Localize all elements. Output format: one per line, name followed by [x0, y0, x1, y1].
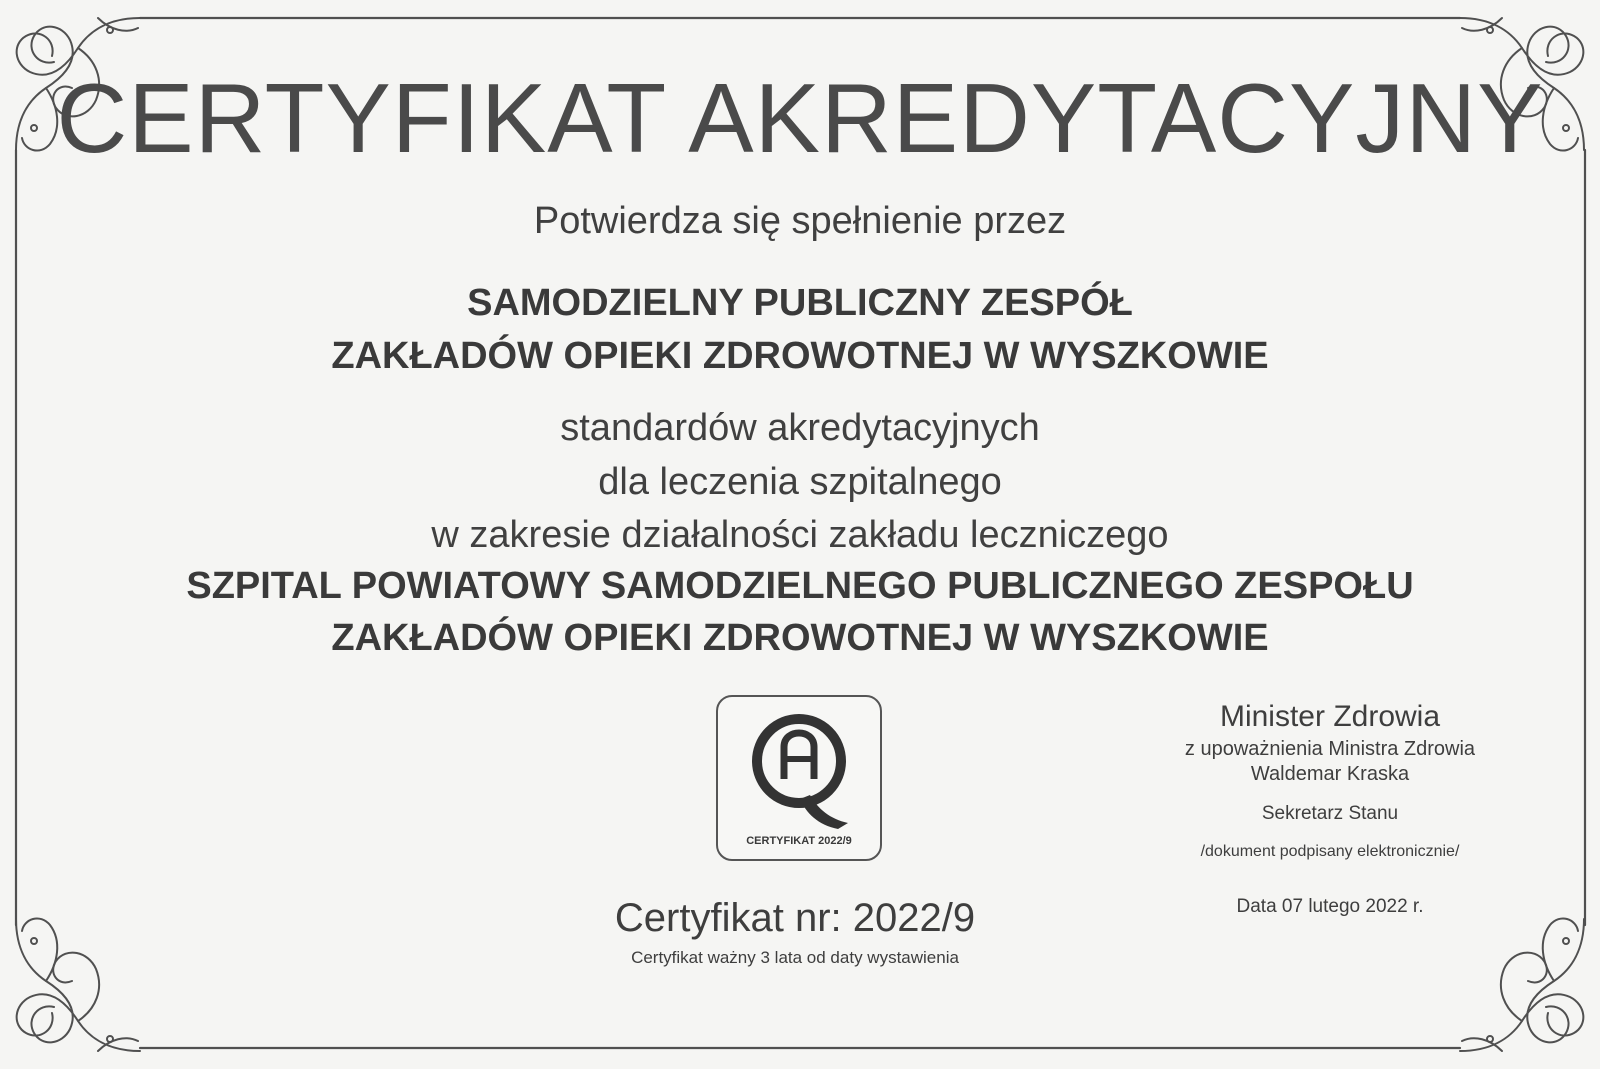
organization-line-1: SAMODZIELNY PUBLICZNY ZESPÓŁ: [467, 282, 1133, 324]
validity-note: Certyfikat ważny 3 lata od daty wystawienia: [631, 948, 959, 967]
accreditation-logo: [716, 695, 882, 861]
signatory-authorization: z upoważnienia Ministra Zdrowia: [1184, 738, 1476, 760]
facility-line-1: SZPITAL POWIATOWY SAMODZIELNEGO PUBLICZNEGO ZESPOŁU: [186, 565, 1414, 607]
facility-line-2: ZAKŁADÓW OPIEKI ZDROWOTNEJ W WYSZKOWIE: [331, 617, 1269, 659]
standards-line-2: dla leczenia szpitalnego: [598, 461, 1002, 503]
signature-note: /dokument podpisany elektronicznie/: [1200, 843, 1460, 860]
signatory-name: Waldemar Kraska: [1250, 763, 1410, 785]
standards-line-3: w zakresie działalności zakładu leczniczego: [431, 514, 1169, 556]
logo-caption: CERTYFIKAT 2022/9: [746, 835, 852, 847]
certificate-number: Certyfikat nr: 2022/9: [614, 896, 976, 940]
certificate-title: CERTYFIKAT AKREDYTACYJNY: [56, 63, 1544, 173]
organization-line-2: ZAKŁADÓW OPIEKI ZDROWOTNEJ W WYSZKOWIE: [331, 335, 1269, 377]
signatory-position: Sekretarz Stanu: [1261, 803, 1399, 824]
standards-line-1: standardów akredytacyjnych: [560, 407, 1040, 449]
lead-text: Potwierdza się spełnienie przez: [533, 200, 1067, 242]
signatory-role: Minister Zdrowia: [1219, 700, 1441, 733]
issue-date: Data 07 lutego 2022 r.: [1236, 896, 1424, 917]
